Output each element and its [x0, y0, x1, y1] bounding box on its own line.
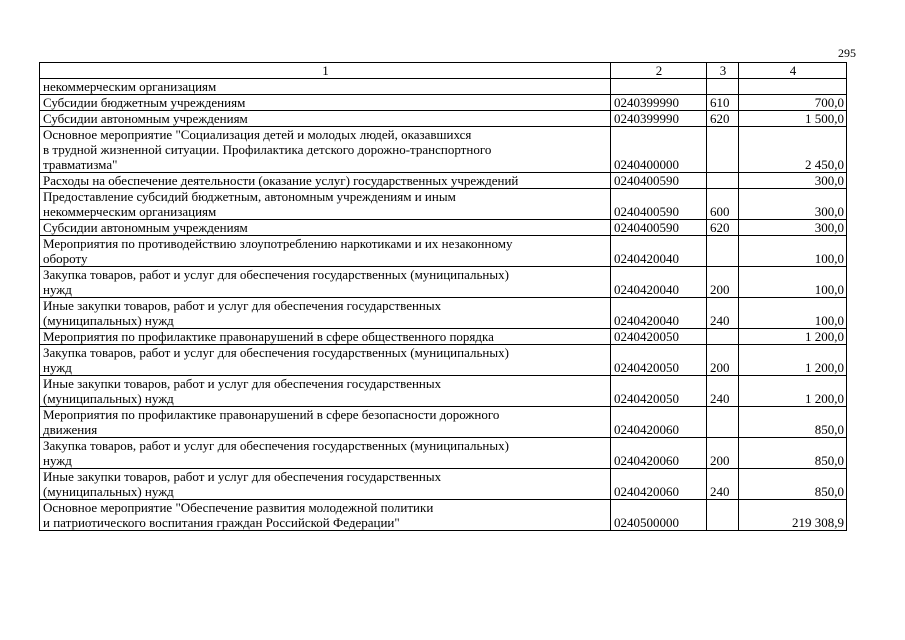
page-number: 295 [838, 46, 856, 60]
row-code-cell: 0240420040 [611, 267, 707, 298]
row-amount-cell: 100,0 [739, 236, 847, 267]
header-col-4: 4 [739, 63, 847, 79]
row-type-cell: 200 [707, 345, 739, 376]
table-row [40, 376, 847, 407]
row-name-cell: Субсидии бюджетным учреждениям [40, 95, 611, 111]
row-type-cell: 620 [707, 220, 739, 236]
row-name-cell: Мероприятия по противодействию злоупотреблению наркотиками и их незаконному обороту [40, 236, 611, 267]
row-amount-cell: 300,0 [739, 173, 847, 189]
table-header-row [40, 63, 847, 79]
table-row [40, 438, 847, 469]
row-type-cell: 600 [707, 189, 739, 220]
row-amount-cell: 2 450,0 [739, 127, 847, 173]
row-code-cell: 0240399990 [611, 95, 707, 111]
row-name-cell: Основное мероприятие "Обеспечение развития молодежной политики и патриотического воспитания граждан Российской Федерации" [40, 500, 611, 531]
table-row [40, 500, 847, 531]
row-code-cell [611, 79, 707, 95]
row-name-cell: Закупка товаров, работ и услуг для обеспечения государственных (муниципальных) нужд [40, 345, 611, 376]
table-row [40, 345, 847, 376]
row-type-cell: 200 [707, 267, 739, 298]
row-type-cell: 200 [707, 438, 739, 469]
table-row [40, 79, 847, 95]
table-row [40, 298, 847, 329]
table-row [40, 267, 847, 298]
row-code-cell: 0240420060 [611, 438, 707, 469]
row-name-cell: Субсидии автономным учреждениям [40, 220, 611, 236]
row-amount-cell: 219 308,9 [739, 500, 847, 531]
row-code-cell: 0240420060 [611, 469, 707, 500]
row-amount-cell: 300,0 [739, 220, 847, 236]
header-col-1: 1 [40, 63, 611, 79]
row-name-cell: Мероприятия по профилактике правонарушений в сфере безопасности дорожного движения [40, 407, 611, 438]
row-code-cell: 0240420050 [611, 345, 707, 376]
row-type-cell [707, 79, 739, 95]
row-code-cell: 0240399990 [611, 111, 707, 127]
row-amount-cell: 850,0 [739, 438, 847, 469]
row-code-cell: 0240420040 [611, 236, 707, 267]
row-type-cell [707, 329, 739, 345]
row-type-cell: 620 [707, 111, 739, 127]
table-row [40, 95, 847, 111]
row-amount-cell: 850,0 [739, 407, 847, 438]
row-name-cell: Иные закупки товаров, работ и услуг для обеспечения государственных (муниципальных) нужд [40, 469, 611, 500]
row-type-cell: 240 [707, 469, 739, 500]
row-code-cell: 0240500000 [611, 500, 707, 531]
table-row [40, 407, 847, 438]
row-type-cell [707, 236, 739, 267]
table-body [40, 63, 847, 531]
row-type-cell [707, 407, 739, 438]
row-code-cell: 0240400000 [611, 127, 707, 173]
row-amount-cell [739, 79, 847, 95]
row-code-cell: 0240400590 [611, 173, 707, 189]
header-col-3: 3 [707, 63, 739, 79]
row-type-cell [707, 127, 739, 173]
table-row [40, 111, 847, 127]
row-code-cell: 0240420060 [611, 407, 707, 438]
table-row [40, 173, 847, 189]
row-type-cell: 610 [707, 95, 739, 111]
row-amount-cell: 1 200,0 [739, 345, 847, 376]
row-type-cell [707, 173, 739, 189]
row-type-cell: 240 [707, 376, 739, 407]
row-code-cell: 0240420050 [611, 376, 707, 407]
row-name-cell: Иные закупки товаров, работ и услуг для обеспечения государственных (муниципальных) нужд [40, 298, 611, 329]
row-amount-cell: 100,0 [739, 298, 847, 329]
row-name-cell: Основное мероприятие "Социализация детей и молодых людей, оказавшихся в трудной жизненной ситуации. Профилактика детского дорожно-транспортного травматизма" [40, 127, 611, 173]
row-type-cell [707, 500, 739, 531]
table-row [40, 469, 847, 500]
row-amount-cell: 850,0 [739, 469, 847, 500]
table-row [40, 127, 847, 173]
table-row [40, 189, 847, 220]
row-name-cell: некоммерческим организациям [40, 79, 611, 95]
table-row [40, 329, 847, 345]
row-name-cell: Закупка товаров, работ и услуг для обеспечения государственных (муниципальных) нужд [40, 438, 611, 469]
row-amount-cell: 1 500,0 [739, 111, 847, 127]
row-name-cell: Субсидии автономным учреждениям [40, 111, 611, 127]
row-code-cell: 0240420050 [611, 329, 707, 345]
row-code-cell: 0240400590 [611, 189, 707, 220]
header-col-2: 2 [611, 63, 707, 79]
row-name-cell: Расходы на обеспечение деятельности (оказание услуг) государственных учреждений [40, 173, 611, 189]
table-row [40, 220, 847, 236]
row-amount-cell: 1 200,0 [739, 376, 847, 407]
row-amount-cell: 100,0 [739, 267, 847, 298]
row-name-cell: Закупка товаров, работ и услуг для обеспечения государственных (муниципальных) нужд [40, 267, 611, 298]
row-amount-cell: 1 200,0 [739, 329, 847, 345]
row-type-cell: 240 [707, 298, 739, 329]
row-code-cell: 0240400590 [611, 220, 707, 236]
row-amount-cell: 700,0 [739, 95, 847, 111]
row-name-cell: Иные закупки товаров, работ и услуг для обеспечения государственных (муниципальных) нужд [40, 376, 611, 407]
row-name-cell: Мероприятия по профилактике правонарушений в сфере общественного порядка [40, 329, 611, 345]
row-code-cell: 0240420040 [611, 298, 707, 329]
budget-table [39, 62, 847, 531]
row-name-cell: Предоставление субсидий бюджетным, автономным учреждениям и иным некоммерческим организациям [40, 189, 611, 220]
table-row [40, 236, 847, 267]
row-amount-cell: 300,0 [739, 189, 847, 220]
